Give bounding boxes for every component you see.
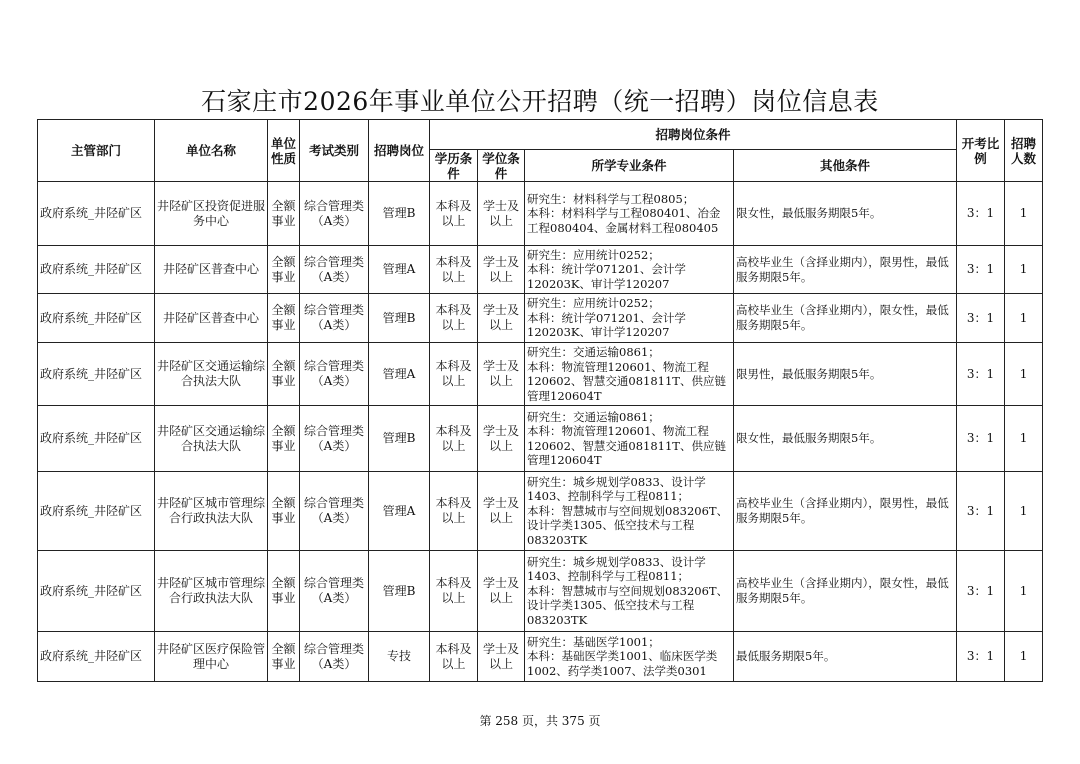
cell-exam: 综合管理类（A类）: [300, 551, 369, 632]
cell-exam: 综合管理类（A类）: [300, 632, 369, 682]
cell-major: 研究生：交通运输0861； 本科：物流管理120601、物流工程120602、智慧交通081811T、供应链管理120604T: [525, 406, 734, 472]
cell-post: 管理B: [369, 551, 430, 632]
cell-degree: 学士及以上: [478, 472, 525, 551]
cell-ratio: 3：1: [957, 294, 1005, 343]
cell-other: 限女性，最低服务期限5年。: [734, 406, 957, 472]
cell-major: 研究生：交通运输0861； 本科：物流管理120601、物流工程120602、智慧交通081811T、供应链管理120604T: [525, 343, 734, 406]
cell-count: 1: [1005, 246, 1043, 294]
cell-count: 1: [1005, 294, 1043, 343]
cell-major: 研究生：基础医学1001； 本科：基础医学类1001、临床医学类1002、药学类1007、法学类0301: [525, 632, 734, 682]
cell-ratio: 3：1: [957, 246, 1005, 294]
header-major: 所学专业条件: [525, 150, 734, 182]
cell-degree: 学士及以上: [478, 632, 525, 682]
cell-other: 高校毕业生（含择业期内），限男性，最低服务期限5年。: [734, 472, 957, 551]
cell-exam: 综合管理类（A类）: [300, 294, 369, 343]
cell-dept: 政府系统_井陉矿区: [38, 632, 155, 682]
header-count: 招聘人数: [1005, 120, 1043, 182]
cell-ratio: 3：1: [957, 551, 1005, 632]
cell-post: 管理A: [369, 246, 430, 294]
cell-degree: 学士及以上: [478, 406, 525, 472]
header-edu: 学历条件: [430, 150, 478, 182]
cell-degree: 学士及以上: [478, 182, 525, 246]
cell-major: 研究生：材料科学与工程0805； 本科：材料科学与工程080401、冶金工程080404、金属材料工程080405: [525, 182, 734, 246]
cell-unit: 井陉矿区交通运输综合执法大队: [155, 343, 268, 406]
cell-ratio: 3：1: [957, 406, 1005, 472]
cell-edu: 本科及以上: [430, 182, 478, 246]
cell-exam: 综合管理类（A类）: [300, 472, 369, 551]
cell-ratio: 3：1: [957, 632, 1005, 682]
header-conditions: 招聘岗位条件: [430, 120, 957, 150]
cell-count: 1: [1005, 551, 1043, 632]
cell-major: 研究生：城乡规划学0833、设计学1403、控制科学与工程0811； 本科：智慧城市与空间规划083206T、设计学类1305、低空技术与工程083203TK: [525, 472, 734, 551]
cell-edu: 本科及以上: [430, 551, 478, 632]
cell-post: 管理A: [369, 472, 430, 551]
table-row: [38, 294, 1043, 343]
cell-count: 1: [1005, 343, 1043, 406]
cell-count: 1: [1005, 632, 1043, 682]
cell-exam: 综合管理类（A类）: [300, 343, 369, 406]
header-ratio: 开考比例: [957, 120, 1005, 182]
cell-edu: 本科及以上: [430, 406, 478, 472]
table-body: [38, 182, 1043, 682]
cell-exam: 综合管理类（A类）: [300, 246, 369, 294]
page-number: 第 258 页，共 375 页: [479, 714, 601, 728]
cell-other: 高校毕业生（含择业期内），限女性，最低服务期限5年。: [734, 551, 957, 632]
cell-count: 1: [1005, 406, 1043, 472]
cell-degree: 学士及以上: [478, 246, 525, 294]
cell-degree: 学士及以上: [478, 343, 525, 406]
cell-nature: 全额事业: [268, 182, 300, 246]
cell-nature: 全额事业: [268, 551, 300, 632]
header-other: 其他条件: [734, 150, 957, 182]
header-dept: 主管部门: [38, 120, 155, 182]
cell-unit: 井陉矿区城市管理综合行政执法大队: [155, 551, 268, 632]
cell-ratio: 3：1: [957, 182, 1005, 246]
cell-dept: 政府系统_井陉矿区: [38, 551, 155, 632]
cell-nature: 全额事业: [268, 343, 300, 406]
header-exam: 考试类别: [300, 120, 369, 182]
cell-edu: 本科及以上: [430, 632, 478, 682]
cell-unit: 井陉矿区普查中心: [155, 246, 268, 294]
cell-post: 管理B: [369, 182, 430, 246]
header-nature: 单位性质: [268, 120, 300, 182]
cell-nature: 全额事业: [268, 472, 300, 551]
cell-dept: 政府系统_井陉矿区: [38, 406, 155, 472]
cell-dept: 政府系统_井陉矿区: [38, 472, 155, 551]
cell-other: 最低服务期限5年。: [734, 632, 957, 682]
cell-unit: 井陉矿区投资促进服务中心: [155, 182, 268, 246]
cell-other: 高校毕业生（含择业期内），限男性，最低服务期限5年。: [734, 246, 957, 294]
table-row: [38, 551, 1043, 632]
cell-nature: 全额事业: [268, 294, 300, 343]
table-row: [38, 246, 1043, 294]
cell-exam: 综合管理类（A类）: [300, 406, 369, 472]
cell-unit: 井陉矿区普查中心: [155, 294, 268, 343]
cell-degree: 学士及以上: [478, 551, 525, 632]
cell-count: 1: [1005, 182, 1043, 246]
cell-dept: 政府系统_井陉矿区: [38, 343, 155, 406]
cell-unit: 井陉矿区医疗保险管理中心: [155, 632, 268, 682]
cell-major: 研究生：城乡规划学0833、设计学1403、控制科学与工程0811； 本科：智慧城市与空间规划083206T、设计学类1305、低空技术与工程083203TK: [525, 551, 734, 632]
cell-degree: 学士及以上: [478, 294, 525, 343]
cell-ratio: 3：1: [957, 343, 1005, 406]
table-row: [38, 406, 1043, 472]
cell-dept: 政府系统_井陉矿区: [38, 182, 155, 246]
cell-edu: 本科及以上: [430, 246, 478, 294]
cell-other: 限男性，最低服务期限5年。: [734, 343, 957, 406]
cell-post: 专技: [369, 632, 430, 682]
cell-unit: 井陉矿区交通运输综合执法大队: [155, 406, 268, 472]
cell-exam: 综合管理类（A类）: [300, 182, 369, 246]
table-row: [38, 632, 1043, 682]
cell-nature: 全额事业: [268, 406, 300, 472]
cell-ratio: 3：1: [957, 472, 1005, 551]
cell-dept: 政府系统_井陉矿区: [38, 294, 155, 343]
cell-post: 管理B: [369, 294, 430, 343]
cell-other: 限女性，最低服务期限5年。: [734, 182, 957, 246]
header-degree: 学位条件: [478, 150, 525, 182]
cell-edu: 本科及以上: [430, 343, 478, 406]
cell-edu: 本科及以上: [430, 472, 478, 551]
document-title: 石家庄市2026年事业单位公开招聘（统一招聘）岗位信息表: [201, 87, 879, 116]
cell-post: 管理B: [369, 406, 430, 472]
cell-count: 1: [1005, 472, 1043, 551]
job-info-table: [37, 119, 1043, 682]
cell-major: 研究生：应用统计0252； 本科：统计学071201、会计学120203K、审计学120207: [525, 246, 734, 294]
table-row: [38, 343, 1043, 406]
header-unit: 单位名称: [155, 120, 268, 182]
table-row: [38, 472, 1043, 551]
cell-edu: 本科及以上: [430, 294, 478, 343]
cell-nature: 全额事业: [268, 246, 300, 294]
cell-post: 管理A: [369, 343, 430, 406]
cell-nature: 全额事业: [268, 632, 300, 682]
cell-dept: 政府系统_井陉矿区: [38, 246, 155, 294]
table-row: [38, 182, 1043, 246]
cell-unit: 井陉矿区城市管理综合行政执法大队: [155, 472, 268, 551]
header-post: 招聘岗位: [369, 120, 430, 182]
cell-other: 高校毕业生（含择业期内），限女性，最低服务期限5年。: [734, 294, 957, 343]
cell-major: 研究生：应用统计0252； 本科：统计学071201、会计学120203K、审计学120207: [525, 294, 734, 343]
